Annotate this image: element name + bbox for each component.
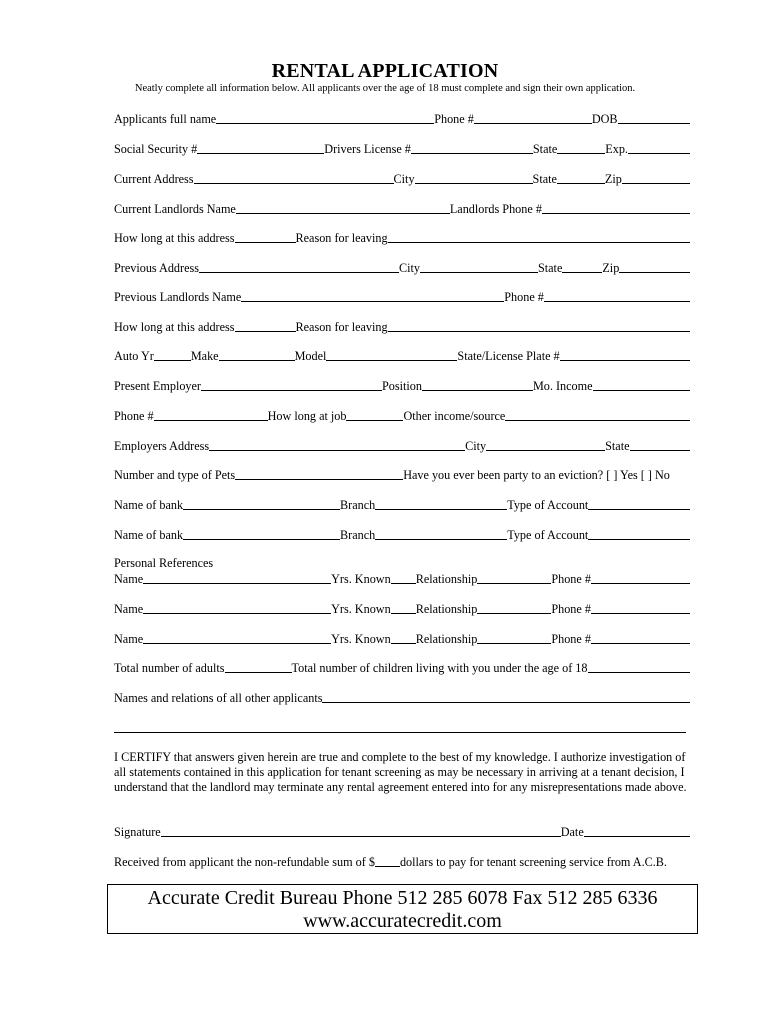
- previous-tenure-row: [114, 318, 690, 334]
- ref-phone-field[interactable]: [591, 632, 690, 644]
- bank-name-label: Name of bank: [114, 528, 184, 542]
- eviction-question[interactable]: Have you ever been party to an eviction? [ ] Yes [ ] No: [403, 468, 670, 482]
- bank-row-2: [114, 526, 690, 542]
- relationship-field[interactable]: [477, 632, 551, 644]
- plate-field[interactable]: [560, 349, 690, 361]
- yrs-known-label: Yrs. Known: [331, 602, 391, 616]
- current-city-field[interactable]: [415, 172, 533, 184]
- current-state-label: State: [532, 172, 557, 186]
- make-field[interactable]: [219, 349, 295, 361]
- account-type-field[interactable]: [588, 498, 690, 510]
- pets-row: [114, 466, 690, 482]
- current-tenure-row: [114, 229, 690, 245]
- previous-address-field[interactable]: [199, 261, 399, 273]
- yrs-known-field[interactable]: [391, 602, 416, 614]
- contact-footer-box: [107, 884, 698, 934]
- current-address-label: Current Address: [114, 172, 194, 186]
- employer-state-field[interactable]: [630, 439, 691, 451]
- ref-phone-label: Phone #: [551, 572, 591, 586]
- bank-row-1: [114, 496, 690, 512]
- landlord-phone-field[interactable]: [542, 202, 690, 214]
- plate-label: State/License Plate #: [457, 349, 560, 363]
- reason-leaving-field[interactable]: [388, 231, 690, 243]
- date-field[interactable]: [584, 825, 690, 837]
- ref-phone-label: Phone #: [551, 602, 591, 616]
- ssn-field[interactable]: [197, 142, 324, 154]
- dl-state-label: State: [532, 142, 558, 156]
- employer-field[interactable]: [201, 379, 382, 391]
- phone-field[interactable]: [474, 112, 592, 124]
- relationship-label: Relationship: [415, 602, 478, 616]
- relationship-field[interactable]: [477, 572, 551, 584]
- previous-landlord-field[interactable]: [241, 290, 504, 302]
- account-type-field[interactable]: [588, 528, 690, 540]
- current-state-field[interactable]: [557, 172, 605, 184]
- drivers-license-label: Drivers License #: [324, 142, 411, 156]
- branch-field[interactable]: [375, 498, 507, 510]
- reference-row: [114, 570, 690, 586]
- current-city-label: City: [393, 172, 415, 186]
- reference-row: [114, 630, 690, 646]
- previous-landlord-row: [114, 288, 690, 304]
- website-link[interactable]: www.accuratecredit.com: [303, 910, 502, 932]
- auto-row: [114, 347, 690, 363]
- employer-address-label: Employers Address: [114, 439, 210, 453]
- date-label: Date: [560, 825, 584, 839]
- employer-address-row: [114, 437, 690, 453]
- current-landlord-row: [114, 200, 690, 216]
- employer-phone-field[interactable]: [154, 409, 268, 421]
- mo-income-field[interactable]: [593, 379, 690, 391]
- account-type-label: Type of Account: [507, 498, 589, 512]
- employer-label: Present Employer: [114, 379, 201, 393]
- ref-name-field[interactable]: [143, 602, 331, 614]
- employer-row: [114, 377, 690, 393]
- previous-zip-label: Zip: [602, 261, 620, 275]
- total-children-label: Total number of children living with you under the age of 18: [291, 661, 588, 675]
- employer-state-label: State: [605, 439, 630, 453]
- landlord-phone-label: Landlords Phone #: [449, 202, 542, 216]
- how-long-job-field[interactable]: [346, 409, 403, 421]
- previous-reason-field[interactable]: [388, 320, 690, 332]
- signature-label: Signature: [114, 825, 161, 839]
- branch-label: Branch: [340, 498, 376, 512]
- total-adults-field[interactable]: [225, 661, 292, 673]
- exp-label: Exp.: [605, 142, 628, 156]
- bank-name-label: Name of bank: [114, 498, 184, 512]
- other-applicants-label: Names and relations of all other applicants: [114, 691, 323, 705]
- previous-city-field[interactable]: [420, 261, 538, 273]
- bank-name-field[interactable]: [183, 528, 340, 540]
- household-row: [114, 659, 690, 675]
- model-field[interactable]: [326, 349, 457, 361]
- total-adults-label: Total number of adults: [114, 661, 225, 675]
- bureau-contact-line: Accurate Credit Bureau Phone 512 285 6078 Fax 512 285 6336: [147, 887, 658, 909]
- ref-name-label: Name: [114, 632, 144, 646]
- current-landlord-label: Current Landlords Name: [114, 202, 236, 216]
- relationship-label: Relationship: [415, 632, 478, 646]
- fee-amount-field[interactable]: [375, 855, 400, 867]
- how-long-field[interactable]: [235, 231, 296, 243]
- instructions-text: Neatly complete all information below. All applicants over the age of 18 must complete and sign their own application.: [134, 83, 636, 94]
- yrs-known-label: Yrs. Known: [331, 632, 391, 646]
- how-long-label: How long at this address: [114, 231, 235, 245]
- current-address-row: [114, 170, 690, 186]
- previous-address-label: Previous Address: [114, 261, 199, 275]
- how-long-job-label: How long at job: [267, 409, 347, 423]
- ref-phone-label: Phone #: [551, 632, 591, 646]
- other-applicants-field[interactable]: [322, 691, 690, 703]
- other-applicants-continuation-field[interactable]: [114, 732, 686, 733]
- branch-field[interactable]: [375, 528, 507, 540]
- previous-state-field[interactable]: [562, 261, 602, 273]
- previous-landlord-phone-field[interactable]: [544, 290, 690, 302]
- applicant-name-field[interactable]: [216, 112, 434, 124]
- fee-row: [114, 853, 690, 869]
- previous-landlord-phone-label: Phone #: [504, 290, 544, 304]
- dob-field[interactable]: [618, 112, 690, 124]
- applicant-row: [114, 110, 690, 126]
- model-label: Model: [294, 349, 327, 363]
- certification-text: I CERTIFY that answers given herein are true and complete to the best of my knowledge. I authorize investigation of all statements contained in this application for tenant screening as may be necessary in arriving at a tenant decision, I understand that the landlord may terminate any rental agreement entered into for any misrepresentations made above.: [114, 750, 687, 794]
- current-zip-label: Zip: [604, 172, 622, 186]
- previous-address-row: [114, 259, 690, 275]
- previous-reason-label: Reason for leaving: [295, 320, 388, 334]
- account-type-label: Type of Account: [507, 528, 589, 542]
- ref-name-field[interactable]: [143, 572, 331, 584]
- employer-city-field[interactable]: [486, 439, 605, 451]
- relationship-label: Relationship: [415, 572, 478, 586]
- previous-state-label: State: [537, 261, 563, 275]
- previous-how-long-field[interactable]: [235, 320, 296, 332]
- branch-label: Branch: [340, 528, 376, 542]
- dob-label: DOB: [591, 112, 618, 126]
- current-landlord-field[interactable]: [236, 202, 450, 214]
- previous-landlord-label: Previous Landlords Name: [114, 290, 242, 304]
- yrs-known-label: Yrs. Known: [331, 572, 391, 586]
- previous-zip-field[interactable]: [619, 261, 690, 273]
- previous-city-label: City: [398, 261, 420, 275]
- employment-detail-row: [114, 407, 690, 423]
- dl-state-field[interactable]: [557, 142, 605, 154]
- ref-name-label: Name: [114, 602, 144, 616]
- relationship-field[interactable]: [477, 602, 551, 614]
- ssn-label: Social Security #: [114, 142, 198, 156]
- employer-phone-label: Phone #: [114, 409, 154, 423]
- identity-row: [114, 140, 690, 156]
- other-income-field[interactable]: [505, 409, 690, 421]
- yrs-known-field[interactable]: [391, 572, 416, 584]
- current-zip-field[interactable]: [622, 172, 690, 184]
- other-income-label: Other income/source: [403, 409, 506, 423]
- position-label: Position: [382, 379, 422, 393]
- ref-name-label: Name: [114, 572, 144, 586]
- employer-city-label: City: [465, 439, 487, 453]
- phone-label: Phone #: [434, 112, 474, 126]
- applicant-name-label: Applicants full name: [114, 112, 217, 126]
- personal-references-heading: Personal References: [114, 556, 214, 570]
- exp-field[interactable]: [628, 142, 690, 154]
- auto-yr-label: Auto Yr: [114, 349, 154, 363]
- reason-leaving-label: Reason for leaving: [295, 231, 388, 245]
- signature-field[interactable]: [161, 825, 561, 837]
- fee-suffix-text: dollars to pay for tenant screening service from A.C.B.: [399, 855, 667, 869]
- pets-field[interactable]: [235, 468, 403, 480]
- ref-phone-field[interactable]: [591, 602, 690, 614]
- page-title: RENTAL APPLICATION: [271, 60, 499, 82]
- total-children-field[interactable]: [588, 661, 691, 673]
- fee-prefix-text: Received from applicant the non-refundable sum of $: [114, 855, 375, 869]
- mo-income-label: Mo. Income: [532, 379, 593, 393]
- pets-label: Number and type of Pets: [114, 468, 236, 482]
- current-address-field[interactable]: [194, 172, 394, 184]
- ref-name-field[interactable]: [143, 632, 331, 644]
- make-label: Make: [190, 349, 219, 363]
- previous-how-long-label: How long at this address: [114, 320, 235, 334]
- ref-phone-field[interactable]: [591, 572, 690, 584]
- signature-row: [114, 823, 690, 839]
- position-field[interactable]: [422, 379, 533, 391]
- yrs-known-field[interactable]: [391, 632, 416, 644]
- other-applicants-row: [114, 689, 690, 705]
- drivers-license-field[interactable]: [411, 142, 533, 154]
- bank-name-field[interactable]: [183, 498, 340, 510]
- reference-row: [114, 600, 690, 616]
- auto-yr-field[interactable]: [154, 349, 191, 361]
- employer-address-field[interactable]: [209, 439, 465, 451]
